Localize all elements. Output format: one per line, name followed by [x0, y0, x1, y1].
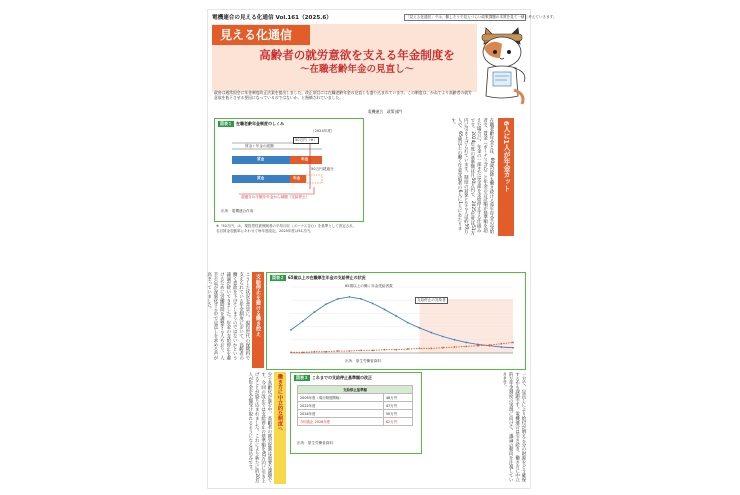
table-row-year: 2005年度（現行制度開始）: [298, 394, 384, 402]
reduction-note: 超過分の半額を年金から減額（支給停止）: [241, 195, 310, 199]
figure-2-title: 65歳以上の在職厚生年金の支給停止の状況: [288, 275, 366, 280]
figure-3-caption: [294, 375, 372, 381]
chart-point: [290, 351, 292, 353]
chart-point: [454, 346, 456, 348]
table-row-year: 2022年度: [298, 402, 384, 410]
chart-point: [454, 339, 456, 341]
chart-point: [372, 349, 374, 351]
threshold-label: 50万円（※）: [295, 138, 317, 142]
chart-point: [337, 350, 339, 352]
chart-point: [465, 346, 467, 348]
chart-series-2-name: 支給停止の対象者: [417, 298, 446, 302]
pension-mechanism-diagram: [215, 119, 363, 221]
chart-series-1-name: 65歳以上の働く年金受給者数: [345, 284, 393, 288]
figure-1-source: 出所：電機連合作成: [221, 209, 254, 213]
excess-label: 50万円超過分: [311, 167, 334, 171]
chart-point: [325, 351, 327, 353]
pension-label-bottom: 年金: [293, 176, 301, 180]
year-label: （2024年度）: [311, 129, 335, 133]
body-text-column-3: 少子高齢化が進む中、高齢者の就労促進は重要な課題です。今回の改正では支給停止の基準額を62万円に引き上げることが盛り込まれました。これにより新たに約20万人が年金を全額受け取れるようになる見込みです。: [247, 372, 272, 484]
threshold-history-table: [297, 385, 413, 426]
chart-point: [349, 296, 351, 298]
chart-point: [407, 348, 409, 350]
chart-point: [407, 322, 409, 324]
chart-point: [395, 315, 397, 317]
figure-3-source: 出所：厚生労働省資料: [297, 441, 333, 445]
figure-2-source: 出所：厚生労働省資料: [345, 359, 381, 363]
chart-point: [442, 347, 444, 349]
pension-label-top: 年金: [301, 157, 309, 161]
suspension-zone: [420, 299, 513, 353]
figure-3-box: [290, 372, 422, 454]
chart-point: [489, 344, 491, 346]
chart-point: [302, 351, 304, 353]
chart-point: [430, 347, 432, 349]
figure-1-box: [214, 118, 364, 222]
chart-point: [395, 349, 397, 351]
subheadline: ～在職老齢年金の見直し～: [299, 64, 414, 75]
chart-point: [313, 351, 315, 353]
chart-point: [349, 350, 351, 352]
figure-1-title: 在職老齢年金制度のしくみ: [236, 121, 284, 126]
issue-title: 電機連合の見える化通信 Vol.161（2025.6）: [212, 15, 332, 21]
chart-point: [384, 309, 386, 311]
section-heading-1: 6人に1人が年金カット: [498, 118, 514, 236]
chart-point: [360, 298, 362, 300]
chart-point: [384, 349, 386, 351]
chart-point: [430, 332, 432, 334]
section-heading-2: 支給停止を避ける働き控え: [252, 272, 264, 368]
body-text-column-1: 在職老齢年金とは、60歳以降も働き続ける厚生年金の受給者で、賃金（ボーナス含む）と年金の合計額が基準額を超えた場合に、年金の一部または全部を支給停止する仕組みです。2024年度の基準額は月50万円で、2025年度は51万円に引き上げられています。制度の対象となる人は約50万人で、65歳以上の働く年金受給者の6人に1人にあたります。: [450, 118, 494, 236]
table-row-amount: 62万円: [383, 418, 412, 426]
wage-label-top: 賃金: [257, 157, 265, 161]
table-row-amount: 48万円: [383, 394, 412, 402]
figure-1-note: ※「50万円」は、現役男性被保険者の平均月収（ボーナス含む）を基準として設定され、名目賃金変動率にあわせて毎年度改定。2025年度は51万円。: [216, 224, 357, 233]
section-heading-3: 働き方に中立的な制度へ: [274, 372, 286, 484]
figure-2-badge: 図表２: [272, 275, 284, 280]
author-line: 電機連合 政策部門: [368, 109, 403, 114]
body-text-column-2: こうした状況を背景に、現役世代の保険料で支えられている年金制度において、高齢者の働く意欲を下げてしまうのではないかという議論が続いてきました。年金の支給停止を避けるために労働時間を調整する人もおり、人手不足が深刻化する中で見直しを求める声が高まっていました。: [206, 272, 250, 360]
chart-point: [325, 303, 327, 305]
header-note: 「見える化通信」では、難しそうで見えづらい政策課題の本質を見て一緒に考えていきます。: [406, 15, 557, 19]
chart-point: [500, 343, 502, 345]
chart-point: [419, 327, 421, 329]
chart-point: [465, 342, 467, 344]
chart-point: [477, 345, 479, 347]
chart-point: [337, 298, 339, 300]
chart-point: [302, 320, 304, 322]
wage-label-bottom: 賃金: [257, 176, 265, 180]
pension-suspension-chart: [267, 273, 525, 369]
headline: 高齢者の就労意欲を支える年金制度を: [259, 48, 455, 62]
table-row-year: 今回改正 2026年度: [298, 418, 384, 426]
chart-point: [419, 347, 421, 349]
chart-point: [360, 349, 362, 351]
chart-point: [512, 347, 514, 349]
body-text-column-4: 一方で、見直しにより給付が増える分の財源をどう確保するかも課題です。電機連合は引き続き、働き方に中立的な年金制度の実現に向けて、議論の動向を注視していきます。: [501, 372, 526, 482]
figure-2-box: [266, 272, 526, 370]
masthead-tag: 見える化通信: [212, 25, 310, 45]
newsletter-page: [206, 10, 557, 488]
cat-mascot-icon: [474, 24, 530, 108]
chart-point: [500, 346, 502, 348]
figure-3-title: これまでの支給停止基準額の改正: [312, 375, 372, 380]
chart-point: [512, 342, 514, 344]
figure-1-badge: 図表１: [220, 121, 232, 126]
table-row-amount: 47万円: [383, 402, 412, 410]
table-header: 支給停止基準額: [298, 386, 413, 394]
figure-3-badge: 図表３: [296, 375, 308, 380]
chart-point: [290, 329, 292, 331]
chart-point: [372, 303, 374, 305]
table-row-year: 2024年度: [298, 410, 384, 418]
pension-bar-cut: [306, 175, 322, 183]
intro-text: 政府は通常国会に年金制度改正法案を提出しました。改正項目には在職老齢年金の見直しも盛り込まれています。この制度は、かねてより高齢者の就労意欲を低下させる要因になっているのではないか、と指摘されていました。: [214, 90, 472, 101]
table-row-amount: 50万円: [383, 410, 412, 418]
main-title: [250, 48, 464, 76]
chart-point: [442, 336, 444, 338]
newsletter-header: [212, 13, 557, 23]
total-label: 賃金＋年金の総額: [245, 144, 274, 148]
chart-point: [313, 311, 315, 313]
